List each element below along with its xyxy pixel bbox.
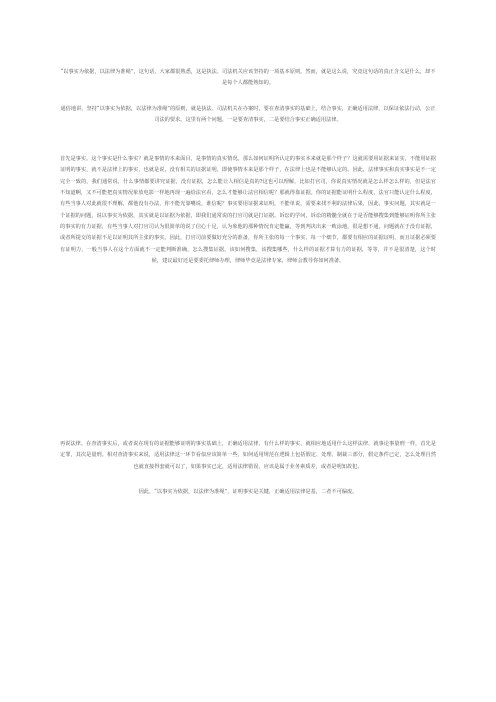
paragraph-facts: 首先是事实。这个事实是什么事实？就是事情的本来面目，是事情的真实情况。那么如何证明所认定的事实本来就是那个样子？这就需要用证据来证实，不能用证据证明的事实，就不是法律上的事实，也就是说，没有相关的证据证明，即使事情本来是那个样子，在法律上也是不能够认定的。因此，法律事实和真实事实是不一定完全一致的，我们通常说，什么事情都要讲究证据，没有证据，怎么能让人相信是真的?这也可以理解，比如打官司，你说真实情况就是怎么样怎么样的，但是法官不知道啊，又不可能把真实情况象放电影一样地再现一遍给法官看，怎么才能够让法官相信呢？那就得靠证据。你的证据能证明什么程度，法官只能认定什么程度，有些当事人对此就很不理解，都他没有办法，你不能光靠嘴说，谁信呢？事实要用证据来证明，不能单说，需要来找不利的法律后果，因此，事实问题，其实就是一个证据的问题，说以事实为依据，其实就是以证据为依据，即我们通常说的打官司就是打证据。诉讼的学问，诉讼的精髓全就在于是否能够搜集到能够证明你所主张的事实的有力证据，有些当事人对打官司认为很简单的说了信心十足，认为象他的那种情况肯定能赢，等到判决出来一败涂地，很是想不通，问题就在于没有证据，或者所提交的证据不足以证明其所主张的事实。因此，打官司前要做好充分的准备，你所主张的每一个事实、每一个细节，都要有相应的证据证明，而且证据必须要有证明力，一般当事人在这个方面就不一定能判断准确，怎么搜集证据，该如何搜集，该搜集哪些，什么样的证据才算有力的证据，等等，并不是很清楚，这个时候，建议最好还是要委托律师办理，律师毕竟是法律专家，律师会教导你如何准备。 bbox=[60, 156, 436, 264]
paragraph-principle: 通俗地讲，坚持“以事实为依据，以法律为准绳”的原则，就是执法、司法机关在办案时，要在查清事实的基础上，结合事实，正确适用法律，以保证依法行动，公正司法的要求。这里有两个问题，一是要查清事实，二是要结合事实正确适用法律。 bbox=[60, 106, 436, 124]
paragraph-conclusion: 因此，“以事实为依据，以法律为准绳”，证明事实是关键，正确适用法律是基，二者不可偏废。 bbox=[138, 489, 358, 496]
paragraph-intro: “以事实为依据，以法律为准绳”，这句话，大家都很熟悉，这是执法、司法机关应该坚持的一项基本原则。然而，就是这么说，究竟这句话的真正含义是什么，却不是每个人都能熟知的。 bbox=[60, 69, 436, 87]
paragraph-law: 再说法律。在查清事实后，或者说在现有的证据能够证明的事实基础上，正确适用法律，有什么样的事实，就相应地适用什么这样法律，就事论事量刑一样，首先是定罪，其次是量刑。相对查清事实来说，适用法律这一环节看似应该简单一些，如何适用规范在逻辑上包括假定、处理、制裁三部分，假定条件已定，怎么处理自然也就直接得套就可以了，如果事实已定，适用法律错误，应该是属于业务素质差，或者是明知故犯。 bbox=[60, 441, 436, 470]
